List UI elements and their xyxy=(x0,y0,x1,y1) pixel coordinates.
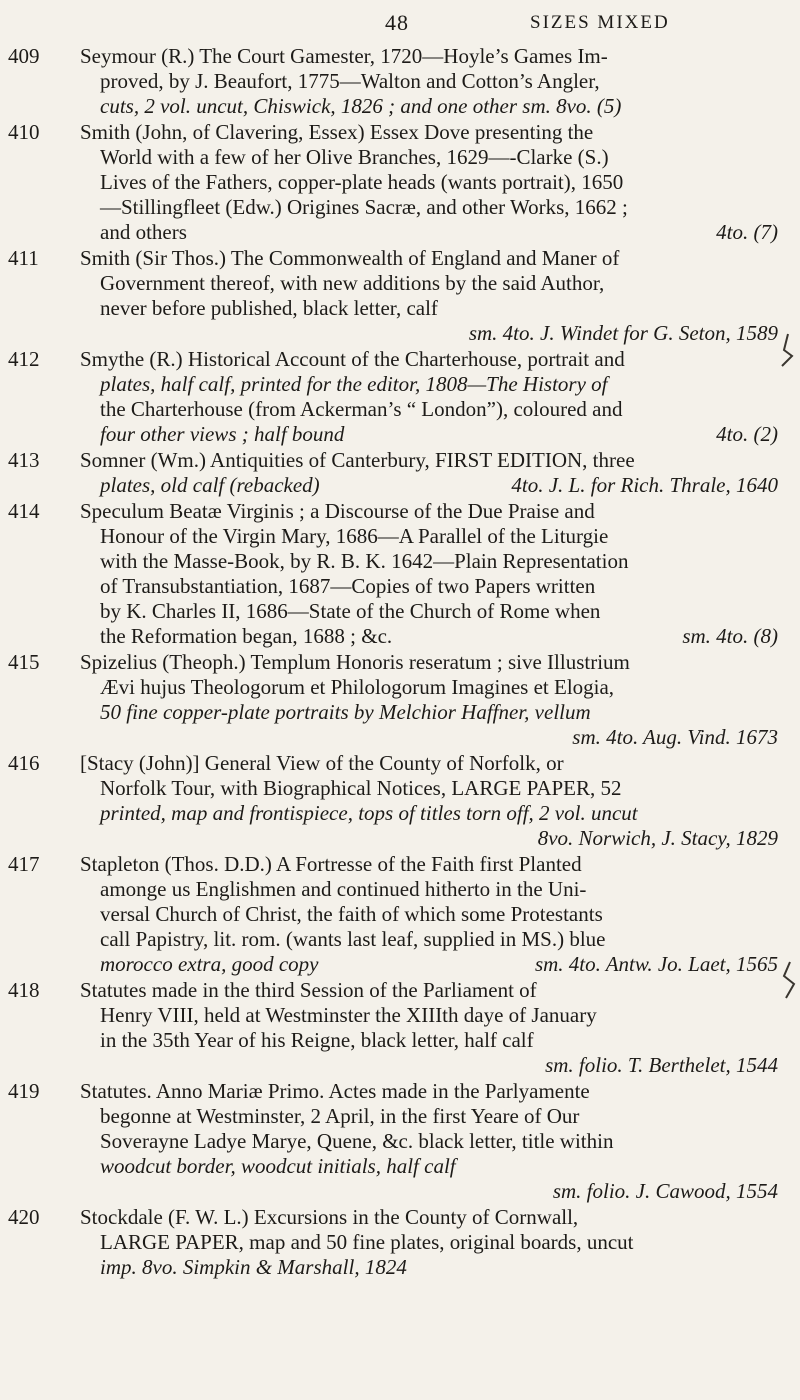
entry-format: 4to. (2) xyxy=(716,422,778,446)
entry-line: four other views ; half bound xyxy=(100,422,345,446)
entry-line: of Transubstantiation, 1687—Copies of two Papers written xyxy=(100,574,596,598)
entry-line: LARGE PAPER, map and 50 fine plates, original boards, uncut xyxy=(100,1230,634,1254)
entry-line: Soverayne Ladye Marye, Quene, &c. black letter, title within xyxy=(100,1129,614,1153)
lot-number: 418 xyxy=(8,978,40,1002)
entry-line: [Stacy (John)] General View of the County of Norfolk, or xyxy=(80,751,564,775)
entry-imprint: imp. 8vo. Simpkin & Marshall, 1824 xyxy=(100,1255,407,1279)
entry-line: never before published, black letter, calf xyxy=(100,296,438,320)
entry-line: Smith (John, of Clavering, Essex) Essex Dove presenting the xyxy=(80,120,594,144)
entry-line: Stockdale (F. W. L.) Excursions in the County of Cornwall, xyxy=(80,1205,579,1229)
entry-line: with the Masse-Book, by R. B. K. 1642—Plain Representation xyxy=(100,549,629,573)
lot-number: 416 xyxy=(8,751,40,775)
entry-imprint: sm. folio. T. Berthelet, 1544 xyxy=(545,1053,778,1077)
entry-line: Lives of the Fathers, copper-plate heads (wants portrait), 1650 xyxy=(100,170,624,194)
entry-line: plates, old calf (rebacked) xyxy=(100,473,320,497)
entry-imprint: sm. 4to. Antw. Jo. Laet, 1565 xyxy=(534,952,778,976)
entry-imprint: sm. folio. J. Cawood, 1554 xyxy=(552,1179,778,1203)
entry-line: the Charterhouse (from Ackerman’s “ London”), coloured and xyxy=(100,397,623,421)
lot-number: 412 xyxy=(8,347,40,371)
entry-format: sm. 4to. (8) xyxy=(682,624,778,648)
entry-line: Spizelius (Theoph.) Templum Honoris reseratum ; sive Illustrium xyxy=(80,650,630,674)
entry-line: proved, by J. Beaufort, 1775—Walton and Cotton’s Angler, xyxy=(100,69,600,93)
entry-line: printed, map and frontispiece, tops of titles torn off, 2 vol. uncut xyxy=(100,801,638,825)
entry-line: 50 fine copper-plate portraits by Melchior Haffner, vellum xyxy=(100,700,591,724)
entry-line: Somner (Wm.) Antiquities of Canterbury, FIRST EDITION, three xyxy=(80,448,635,472)
entry-line: Statutes made in the third Session of the Parliament of xyxy=(80,978,537,1002)
entry-line: Ævi hujus Theologorum et Philologorum Imagines et Elogia, xyxy=(100,675,615,699)
entry-line: —Stillingfleet (Edw.) Origines Sacræ, and other Works, 1662 ; xyxy=(100,195,628,219)
page-header xyxy=(0,10,800,40)
lot-number: 417 xyxy=(8,852,40,876)
entry-line: the Reformation began, 1688 ; &c. xyxy=(100,624,393,648)
lot-number: 409 xyxy=(8,44,40,68)
entry-line: Government thereof, with new additions by the said Author, xyxy=(100,271,605,295)
entry-line: versal Church of Christ, the faith of which some Protestants xyxy=(100,902,603,926)
entry-line: woodcut border, woodcut initials, half calf xyxy=(100,1154,456,1178)
entry-line: begonne at Westminster, 2 April, in the first Yeare of Our xyxy=(100,1104,580,1128)
entry-line: Norfolk Tour, with Biographical Notices, LARGE PAPER, 52 xyxy=(100,776,622,800)
entry-imprint: 8vo. Norwich, J. Stacy, 1829 xyxy=(537,826,778,850)
entry-line: Seymour (R.) The Court Gamester, 1720—Hoyle’s Games Im- xyxy=(80,44,608,68)
page-number: 48 xyxy=(385,10,409,35)
entry-line: World with a few of her Olive Branches, 1629—-Clarke (S.) xyxy=(100,145,609,169)
entry-line: amonge us Englishmen and continued hitherto in the Uni- xyxy=(100,877,587,901)
entry-line: Smythe (R.) Historical Account of the Charterhouse, portrait and xyxy=(80,347,625,371)
entry-line: Stapleton (Thos. D.D.) A Fortresse of the Faith first Planted xyxy=(80,852,582,876)
entry-imprint: sm. 4to. Aug. Vind. 1673 xyxy=(572,725,778,749)
running-head: SIZES MIXED xyxy=(530,12,670,33)
entry-line: cuts, 2 vol. uncut, Chiswick, 1826 ; and one other sm. 8vo. (5) xyxy=(100,94,622,118)
margin-mark-icon xyxy=(770,330,800,370)
entry-line: morocco extra, good copy xyxy=(100,952,319,976)
lot-number: 411 xyxy=(8,246,39,270)
margin-mark-icon xyxy=(770,960,800,1000)
entry-format: 4to. (7) xyxy=(716,220,778,244)
entry-line: Honour of the Virgin Mary, 1686—A Parallel of the Liturgie xyxy=(100,524,609,548)
lot-number: 420 xyxy=(8,1205,40,1229)
lot-number: 414 xyxy=(8,499,40,523)
lot-number: 415 xyxy=(8,650,40,674)
entry-line: plates, half calf, printed for the editor, 1808—The History of xyxy=(100,372,608,396)
lot-number: 413 xyxy=(8,448,40,472)
lot-number: 410 xyxy=(8,120,40,144)
entry-line: Statutes. Anno Mariæ Primo. Actes made in the Parlyamente xyxy=(80,1079,590,1103)
entry-line: in the 35th Year of his Reigne, black letter, half calf xyxy=(100,1028,534,1052)
entry-line: Speculum Beatæ Virginis ; a Discourse of the Due Praise and xyxy=(80,499,595,523)
entry-imprint: sm. 4to. J. Windet for G. Seton, 1589 xyxy=(468,321,778,345)
entry-imprint: 4to. J. L. for Rich. Thrale, 1640 xyxy=(511,473,778,497)
entry-line: call Papistry, lit. rom. (wants last leaf, supplied in MS.) blue xyxy=(100,927,606,951)
entry-line: Henry VIII, held at Westminster the XIIIth daye of January xyxy=(100,1003,597,1027)
entry-line: Smith (Sir Thos.) The Commonwealth of England and Maner of xyxy=(80,246,620,270)
entry-line: and others xyxy=(100,220,187,244)
entry-line: by K. Charles II, 1686—State of the Church of Rome when xyxy=(100,599,601,623)
lot-number: 419 xyxy=(8,1079,40,1103)
